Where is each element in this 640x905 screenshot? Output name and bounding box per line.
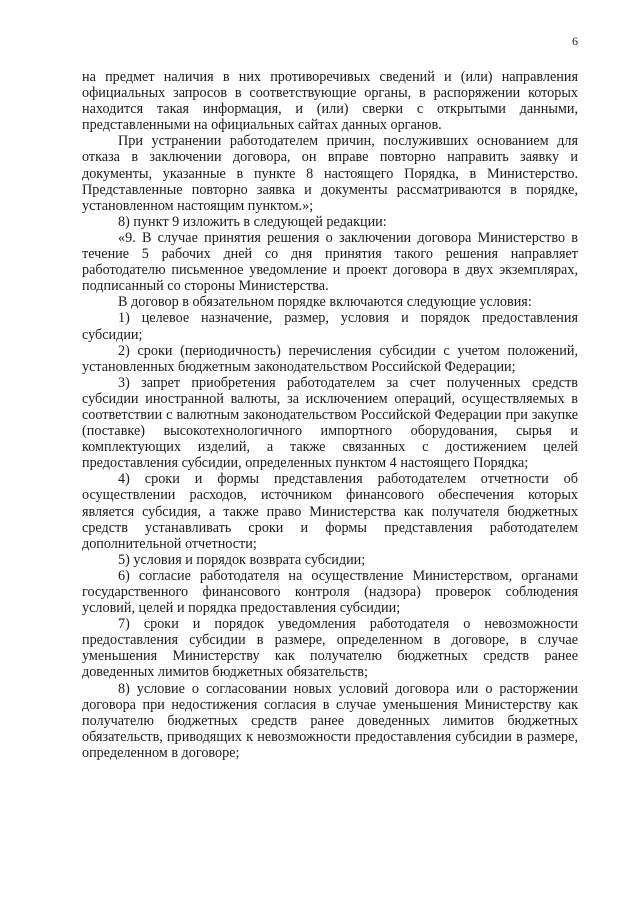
list-item: 3) запрет приобретения работодателем за счет полученных средств субсидии иностранной валюты, за исключением операций, осуществляемых в соответствии с валютным законодательством Российской Федерации при закупке (поставке) высокотехнологичного импортного оборудования, сырья и комплектующих изделий, а также связанных с достижением целей предоставления субсидии, определенных пунктом 4 настоящего Порядка; [82,374,578,472]
paragraph: При устранении работодателем причин, послуживших основанием для отказа в заключении договора, он вправе повторно направить заявку и документы, указанные в пункте 8 настоящего Порядка, в Министерство. Представленные повторно заявка и документы рассматриваются в порядке, установленном настоящим пунктом.»; [82,133,578,214]
paragraph: на предмет наличия в них противоречивых сведений и (или) направления официальных запросов в соответствующие органы, в распоряжении которых находится такая информация, и (или) сверки с открытыми данными, представленными на официальных сайтах данных органов. [82,69,578,134]
paragraph: «9. В случае принятия решения о заключении договора Министерство в течение 5 рабочих дней со дня принятия такого решения направляет работодателю письменное уведомление и проект договора в двух экземплярах, подписанный со стороны Министерства. [82,229,578,295]
list-item: 2) сроки (периодичность) перечисления субсидии с учетом положений, установленных бюджетным законодательством Российской Федерации; [82,342,578,375]
paragraph: В договор в обязательном порядке включаются следующие условия: [118,294,532,311]
list-item: 7) сроки и порядок уведомления работодателя о невозможности предоставления субсидии в размере, определенном в договоре, в случае уменьшения Министерству как получателю бюджетных средств ранее доведенных лимитов бюджетных обязательств; [82,616,578,681]
paragraph: 8) пункт 9 изложить в следующей редакции: [118,213,387,230]
list-item: 6) согласие работодателя на осуществление Министерством, органами государственного финансового контроля (надзора) проверок соблюдения условий, целей и порядка предоставления субсидии; [82,567,578,617]
list-item: 5) условия и порядок возврата субсидии; [118,551,366,568]
list-item: 8) условие о согласовании новых условий договора или о расторжении договора при недостижения согласия в случае уменьшения Министерству как получателю бюджетных средств ранее доведенных лимитов бюджетных обязательств, приводящих к невозможности предоставления субсидии в размере, определенном в договоре; [82,680,578,761]
page-number: 6 [572,34,578,48]
list-item: 4) сроки и формы представления работодателем отчетности об осуществлении расходов, источником финансового обеспечения которых является субсидия, а также право Министерства как получателя бюджетных средств устанавливать сроки и формы представления работодателем дополнительной отчетности; [82,471,578,552]
document-body [82,69,578,761]
list-item: 1) целевое назначение, размер, условия и порядок предоставления субсидии; [82,310,578,343]
